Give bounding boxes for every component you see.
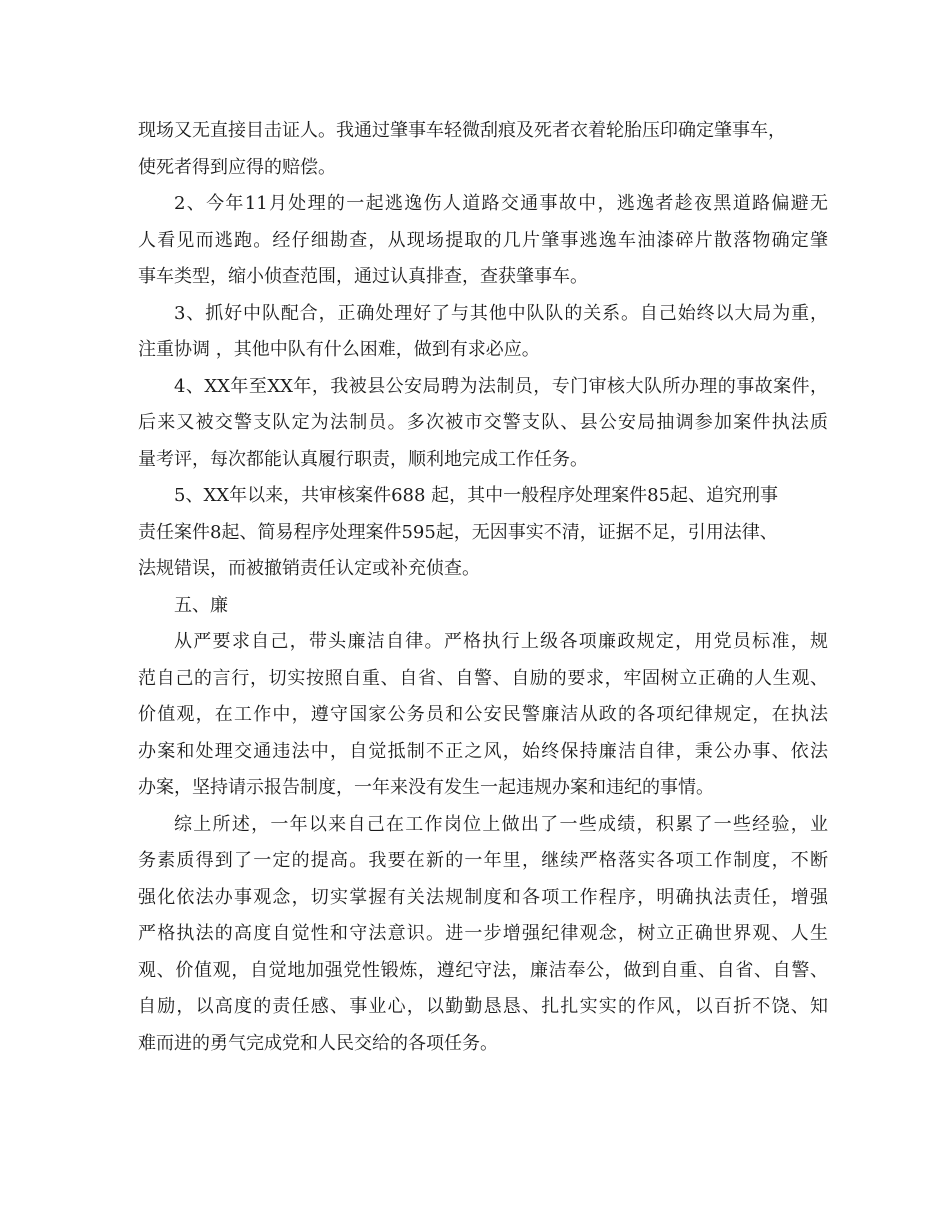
document-line: 法规错误，而被撤销责任认定或补充侦查。 [138,558,480,579]
document-line: 综上所述，一年以来自己在工作岗位上做出了一些成绩，积累了一些经验，业 [174,813,828,835]
document-line: 5、XX年以来，共审核案件688 起，其中一般程序处理案件85起、追究刑事 [174,485,779,506]
document-line: 人看见而逃跑。经仔细勘查，从现场提取的几片肇事逃逸车油漆碎片散落物确定肇 [138,229,828,251]
document-line: 办案和处理交通违法中，自觉抵制不正之风，始终保持廉洁自律，秉公办事、依法 [138,740,828,762]
document-line: 注重协调 ，其他中队有什么困难，做到有求必应。 [138,339,540,360]
document-line: 现场又无直接目击证人。我通过肇事车轻微刮痕及死者衣着轮胎压印确定肇事车， [138,120,786,141]
document-line: 自励，以高度的责任感、事业心，以勤勤恳恳、扎扎实实的作风，以百折不饶、知 [138,996,828,1017]
document-line: 2、今年11月处理的一起逃逸伤人道路交通事故中，逃逸者趁夜黑道路偏避无 [174,193,828,214]
document-line: 办案，坚持请示报告制度，一年来没有发生一起违规办案和违纪的事情。 [138,777,714,798]
document-line: 五、廉 [174,594,228,616]
document-line: 使死者得到应得的赔偿。 [138,156,336,178]
document-line: 难而进的勇气完成党和人民交给的各项任务。 [138,1032,498,1054]
document-line: 严格执法的高度自觉性和守法意识。进一步增强纪律观念，树立正确世界观、人生 [138,923,828,944]
document-body [138,113,828,1062]
document-line: 后来又被交警支队定为法制员。多次被市交警支队、县公安局抽调参加案件执法质 [138,412,828,433]
document-line: 4、XX年至XX年，我被县公安局聘为法制员，专门审核大队所办理的事故案件， [174,375,828,397]
document-line: 强化依法办事观念，切实掌握有关法规制度和各项工作程序，明确执法责任，增强 [138,886,828,908]
document-line: 务素质得到了一定的提高。我要在新的一年里，继续严格落实各项工作制度，不断 [138,850,828,871]
document-line: 事车类型，缩小侦查范围，通过认真排查，查获肇事车。 [138,266,588,287]
document-line: 量考评，每次都能认真履行职责，顺利地完成工作任务。 [138,448,588,470]
document-line: 观、价值观，自觉地加强党性锻炼，遵纪守法，廉洁奉公，做到自重、自省、自警、 [138,959,828,981]
document-line: 3、抓好中队配合，正确处理好了与其他中队队的关系。自己始终以大局为重， [174,302,828,324]
document-line: 责任案件8起、简易程序处理案件595起，无因事实不清，证据不足，引用法律、 [138,521,778,543]
document-line: 从严要求自己，带头廉洁自律。严格执行上级各项廉政规定，用党员标准，规 [174,631,828,652]
document-line: 价值观，在工作中，遵守国家公务员和公安民警廉洁从政的各项纪律规定，在执法 [138,704,828,725]
document-line: 范自己的言行，切实按照自重、自省、自警、自励的要求，牢固树立正确的人生观、 [138,667,828,689]
